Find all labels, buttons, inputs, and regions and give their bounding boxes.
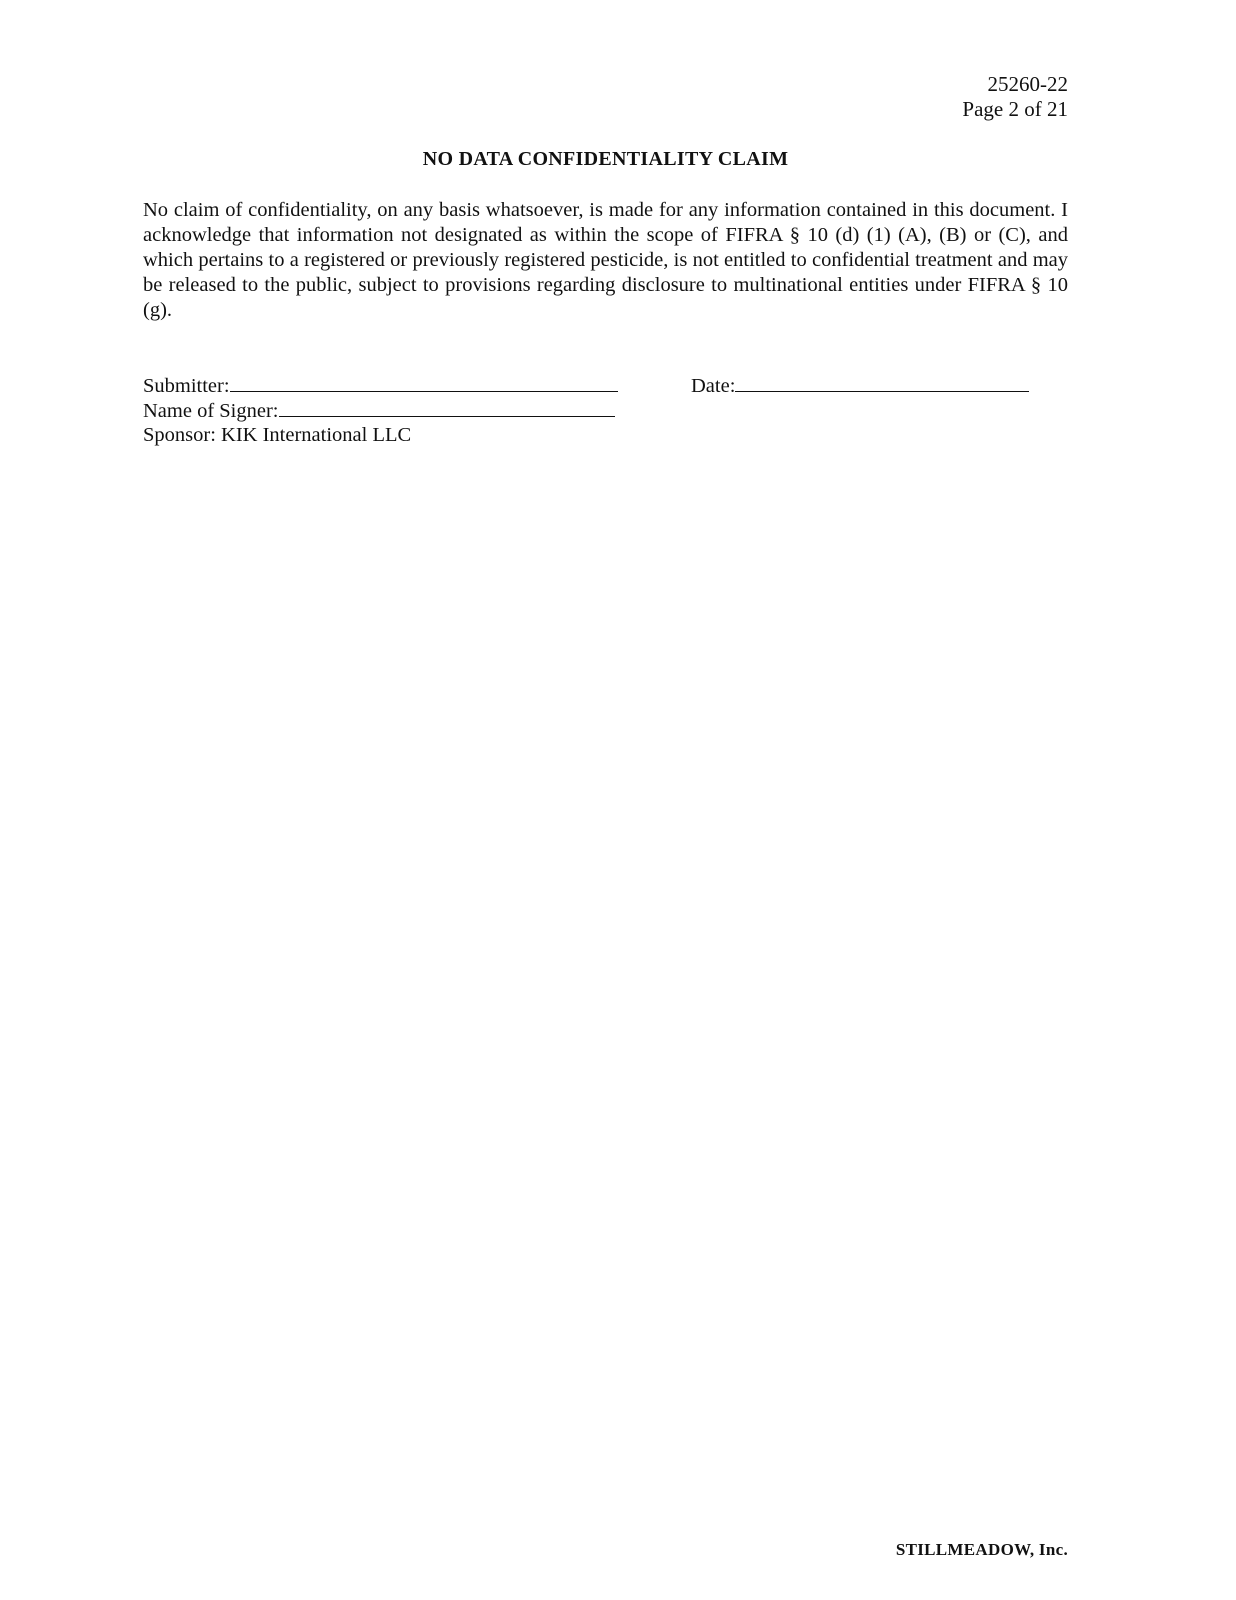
confidentiality-statement: No claim of confidentiality, on any basis whatsoever, is made for any information contained in this document. I acknowledge that information not designated as within the scope of FIFRA § 10 (d) (1) (A), (B) or (C), and which pertains to a registered or previously registered pesticide, is not entitled to confidential treatment and may be released to the public, subject to provisions regarding disclosure to multinational entities under FIFRA § 10 (g).: [143, 199, 1068, 321]
submitter-label: Submitter:: [143, 375, 230, 397]
signer-label: Name of Signer:: [143, 400, 279, 422]
sponsor-row: [143, 423, 411, 448]
company-footer: STILLMEADOW, Inc.: [895, 1540, 1068, 1559]
date-row: [691, 373, 1029, 399]
signer-row: [143, 398, 615, 424]
document-title: NO DATA CONFIDENTIALITY CLAIM: [422, 148, 789, 170]
page-number: Page 2 of 21: [962, 97, 1068, 121]
report-number: 25260-22: [987, 72, 1068, 96]
date-label: Date:: [691, 375, 736, 397]
submitter-signature-line[interactable]: [230, 373, 618, 392]
submitter-row: [143, 373, 618, 399]
page-header: [962, 72, 1068, 122]
signer-name-line[interactable]: [279, 398, 615, 417]
sponsor-text: Sponsor: KIK International LLC: [143, 424, 412, 446]
date-signature-line[interactable]: [735, 373, 1029, 392]
